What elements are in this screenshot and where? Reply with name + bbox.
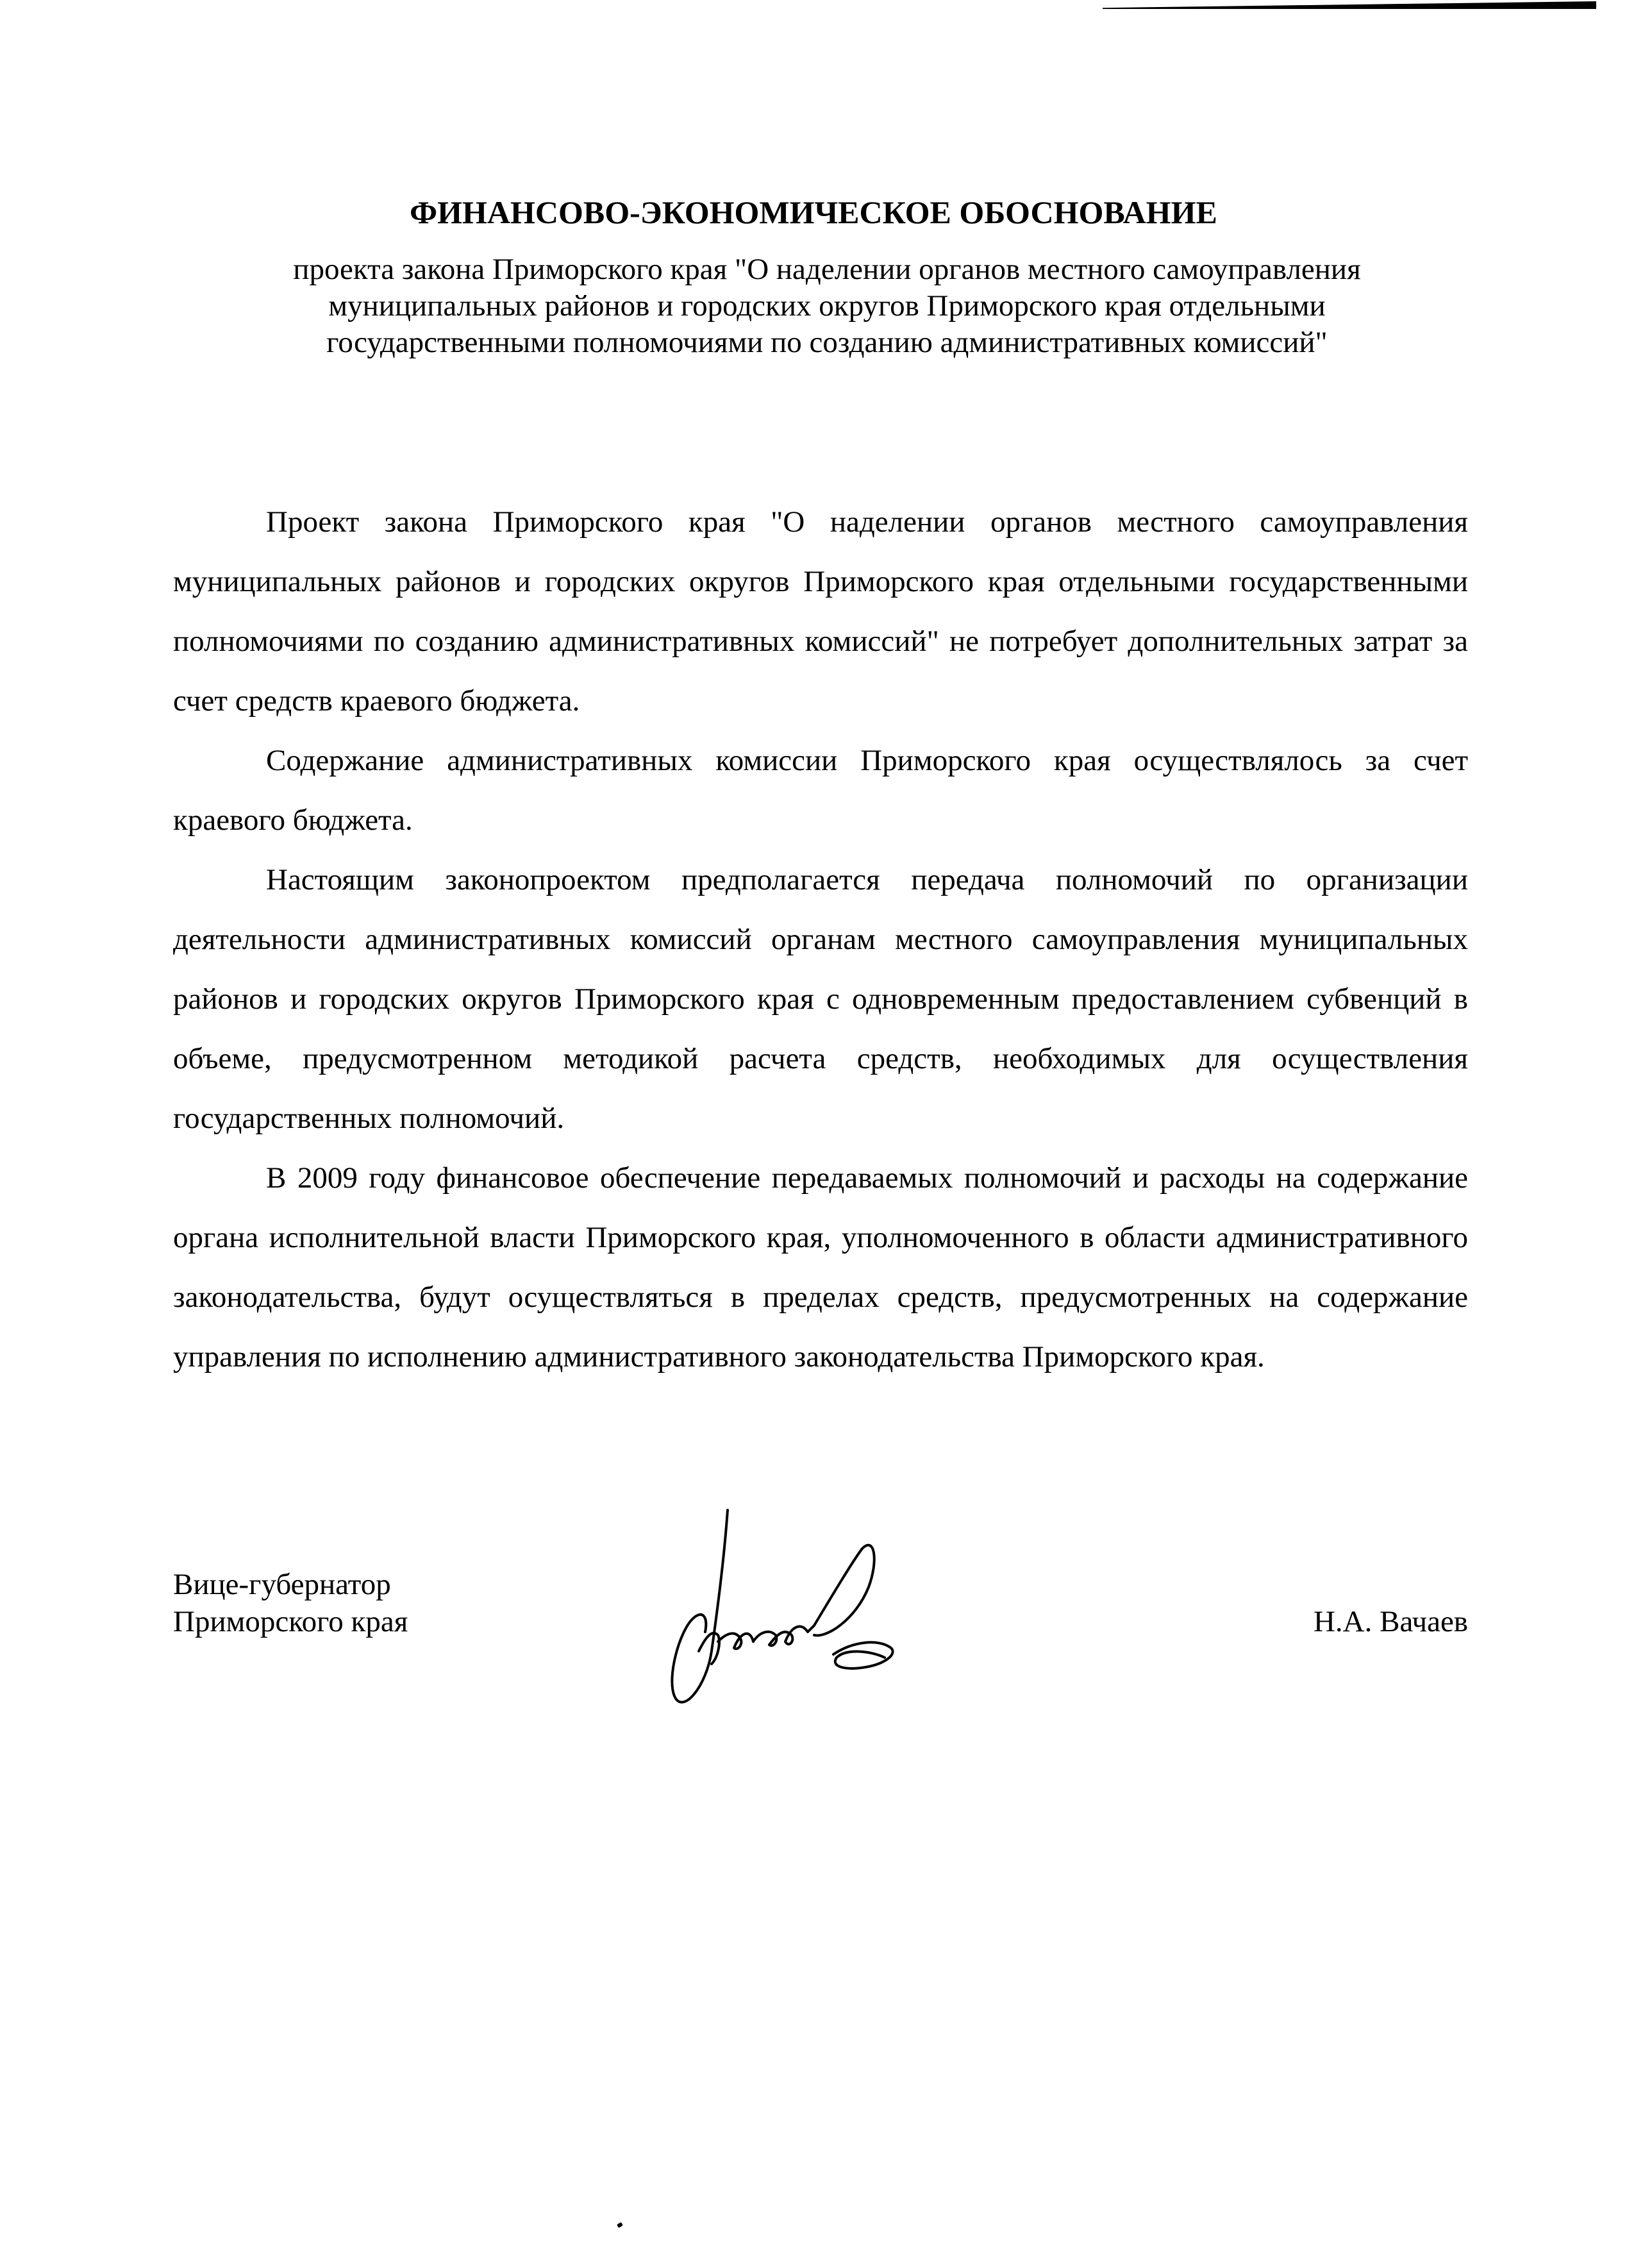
- paragraph: Проект закона Приморского края "О наделении органов местного самоуправления муниципальных районов и городских округов Приморского края отдельными государственными полномочиями по созданию административных комиссий" не потребует дополнительных затрат за счет средств краевого бюджета.: [173, 505, 1468, 718]
- signatory-name: Н.А. Вачаев: [1313, 1605, 1468, 1638]
- scan-artifact-line: [1103, 1, 1596, 9]
- signatory-position: [173, 1566, 408, 1640]
- paragraph: В 2009 году финансовое обеспечение передаваемых полномочий и расходы на содержание органа исполнительной власти Приморского края, уполномоченного в области административного законодательства, будут осуществляться в пределах средств, предусмотренных на содержание управления по исполнению административного законодательства Приморского края.: [173, 1161, 1468, 1373]
- subtitle-line: проекта закона Приморского края "О наделении органов местного самоуправления: [293, 253, 1361, 286]
- subtitle-line: государственными полномочиями по созданию административных комиссий": [326, 326, 1328, 359]
- scan-speck: [617, 2222, 623, 2228]
- document-subtitle: [167, 251, 1487, 361]
- document-title: ФИНАНСОВО-ЭКОНОМИЧЕСКОЕ ОБОСНОВАНИЕ: [410, 194, 1217, 230]
- position-line: Вице-губернатор: [173, 1568, 391, 1601]
- position-line: Приморского края: [173, 1605, 408, 1638]
- paragraph: Настоящим законопроектом предполагается передача полномочий по организации деятельности административных комиссий органам местного самоуправления муниципальных районов и городских округов Приморского края с одновременным предоставлением субвенций в объеме, предусмотренном методикой расчета средств, необходимых для осуществления государственных полномочий.: [173, 863, 1468, 1135]
- signature-icon: [622, 1504, 1006, 1715]
- subtitle-line: муниципальных районов и городских округов Приморского края отдельными: [328, 289, 1326, 323]
- document-body: [173, 492, 1468, 1387]
- paragraph: Содержание административных комиссии Приморского края осуществлялось за счет краевого бюджета.: [173, 744, 1468, 837]
